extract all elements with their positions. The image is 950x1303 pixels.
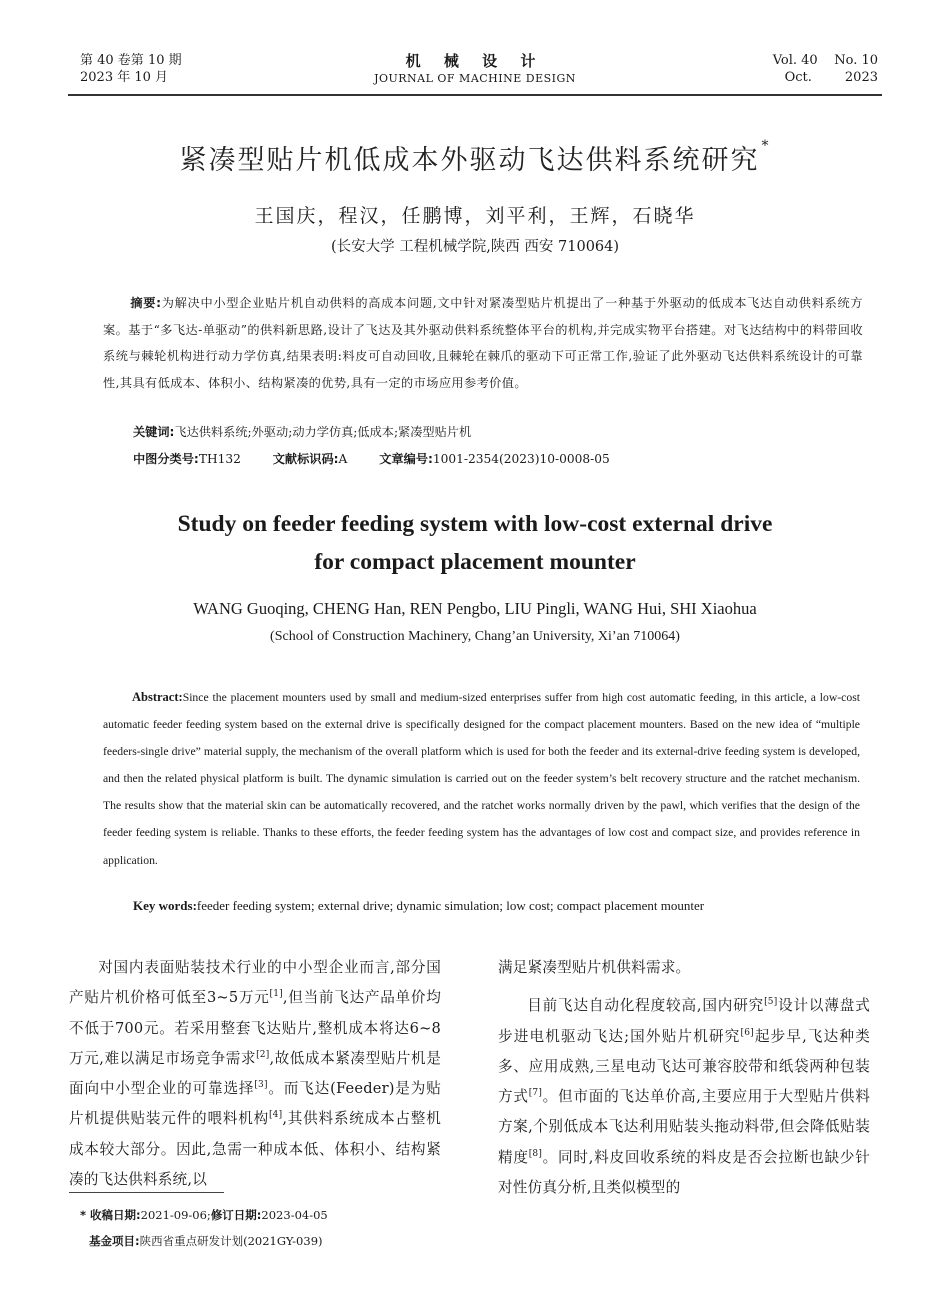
keywords-en-text: feeder feeding system; external drive; dynamic simulation; low cost; compact placement mounter	[196, 898, 705, 913]
keywords-cn	[133, 423, 471, 440]
classification-row	[133, 450, 638, 467]
doc-code-value: A	[338, 452, 348, 466]
body-text: 起步早,飞达种类多、应用成熟,三星电动飞达可兼容胶带和纸袋两种包装方式	[498, 1027, 870, 1106]
abstract-cn-text: 为解决中小型企业贴片机自动供料的高成本问题,文中针对紧凑型贴片机提出了一种基于外驱动的低成本飞达自动供料系统方案。基于“多飞达-单驱动”的供料新思路,设计了飞达及其外驱动供料系统整体平台的机构,并完成实物平台搭建。对飞达结构中的料带回收系统与棘轮机构进行动力学仿真,结果表明:料皮可自动回收,且棘轮在棘爪的驱动下可正常工作,验证了此外驱动飞达供料系统设计的可靠性,其具有低成本、体积小、结构紧凑的优势,具有一定的市场应用参考价值。	[103, 296, 864, 391]
article-no-value: 1001-2354(2023)10-0008-05	[432, 452, 610, 466]
authors-en: WANG Guoqing, CHENG Han, REN Pengbo, LIU Pingli, WANG Hui, SHI Xiaohua	[193, 599, 757, 618]
affiliation-en: (School of Construction Machinery, Chang’an University, Xi’an 710064)	[270, 629, 680, 644]
received-label: * 收稿日期:	[80, 1208, 141, 1222]
title-en-line2: for compact placement mounter	[314, 549, 636, 575]
volume-issue-cn: 第 40 卷第 10 期	[80, 53, 182, 68]
citation-4: [4]	[268, 1110, 283, 1121]
header-rule	[68, 94, 882, 96]
body-text: 。而飞达(Feeder)是为贴片机提供贴装元件的喂料机构	[69, 1080, 441, 1128]
journal-name-cn: 机 械 设 计	[405, 52, 545, 70]
header-right	[773, 52, 878, 86]
clc-label: 中图分类号:	[133, 452, 199, 466]
article-title-en	[0, 505, 950, 581]
clc-value: TH132	[198, 452, 241, 466]
keywords-en	[133, 898, 704, 914]
article-no-label: 文章编号:	[379, 452, 433, 466]
abstract-en-label: Abstract:	[132, 690, 183, 704]
keywords-en-label: Key words:	[133, 898, 197, 913]
body-column-right	[498, 953, 870, 1203]
revised-label: 修订日期:	[210, 1208, 262, 1222]
abstract-cn	[103, 290, 863, 397]
footnote-rule	[69, 1192, 224, 1193]
article-title-cn	[0, 138, 950, 177]
body-text: ,但当前飞达产品单价均不低于700元。若采用整套飞达贴片,整机成本将达6~8万元,难以满足市场竞争需求	[69, 989, 441, 1067]
body-text: ,故低成本紧凑型贴片机是面向中小型企业的可靠选择	[69, 1049, 441, 1098]
date-en: Oct. 2023	[784, 70, 878, 85]
fund-label: 基金项目:	[89, 1234, 140, 1248]
body-text: 。同时,料皮回收系统的料皮是否会拉断也缺少针对性仿真分析,且类似模型的	[498, 1148, 870, 1197]
body-text: 。但市面的飞达单价高,主要应用于大型贴片供料方案,个别低成本飞达利用贴装头拖动料带,但会降低贴装精度	[498, 1088, 870, 1166]
footnote-dates	[80, 1207, 328, 1223]
body-text: 设计以薄盘式步进电机驱动飞达;国外贴片机研究	[498, 997, 871, 1045]
received-date: 2021-09-06;	[140, 1208, 211, 1222]
affiliation-cn: (长安大学 工程机械学院,陕西 西安 710064)	[330, 239, 620, 255]
date-cn: 2023 年 10 月	[80, 70, 169, 85]
title-footnote-mark: *	[761, 138, 771, 154]
citation-7: [7]	[528, 1088, 543, 1099]
keywords-cn-text: 飞达供料系统;外驱动;动力学仿真;低成本;紧凑型贴片机	[174, 425, 472, 439]
body-text: 对国内表面贴装技术行业的中小型企业而言,部分国产贴片机价格可低至3~5万元	[69, 959, 441, 1007]
body-column-left	[69, 953, 441, 1195]
citation-5: [5]	[764, 997, 778, 1008]
doc-code-label: 文献标识码:	[272, 452, 339, 466]
volume-issue-en: Vol. 40 No. 10	[772, 53, 878, 68]
title-en-line1: Study on feeder feeding system with low-cost external drive	[177, 511, 773, 537]
citation-6: [6]	[740, 1027, 754, 1038]
body-paragraph	[69, 953, 441, 1195]
body-paragraph-continued: 满足紧凑型贴片机供料需求。	[498, 959, 691, 976]
citation-2: [2]	[256, 1050, 270, 1061]
abstract-cn-label: 摘要:	[130, 296, 162, 310]
body-paragraph	[498, 991, 870, 1203]
citation-1: [1]	[269, 989, 283, 1000]
abstract-en-text: Since the placement mounters used by small and medium-sized enterprises suffer from high cost automatic feeding, in this article, a low-cost automatic feeder feeding system based on the external drive is specifically designed for the compact placement mounters. Based on the new idea of “multiple feeders-single drive” material supply, the mechanism of the overall platform which is used for both the feeder and its external-drive feeding system is developed, and then the related physical platform is built. The dynamic simulation is carried out on the feeder system’s belt recovery structure and the ratchet mechanism. The results show that the material skin can be automatically recovered, and the ratchet works normally driven by the pawl, which verifies that the design of the feeder feeding system is reliable. Thanks to these efforts, the feeder feeding system has the advantages of low cost and compact size, and provides reference in application.	[103, 691, 860, 867]
body-text: ,其供料系统成本占整机成本较大部分。因此,急需一种成本低、体积小、结构紧凑的飞达供料系统,以	[69, 1110, 441, 1189]
abstract-en	[103, 684, 860, 874]
title-cn-text: 紧凑型贴片机低成本外驱动飞达供料系统研究	[179, 145, 760, 176]
keywords-cn-label: 关键词:	[133, 425, 175, 439]
footnote-funding	[89, 1233, 323, 1249]
citation-3: [3]	[254, 1080, 268, 1091]
fund-value: 陕西省重点研发计划(2021GY-039)	[139, 1234, 323, 1248]
revised-date: 2023-04-05	[261, 1208, 328, 1222]
body-text: 目前飞达自动化程度较高,国内研究	[527, 997, 765, 1015]
citation-8: [8]	[528, 1148, 543, 1159]
journal-name-en: JOURNAL OF MACHINE DESIGN	[374, 72, 576, 85]
authors-cn: 王国庆，程汉，任鹏博，刘平利，王辉，石晓华	[254, 205, 696, 227]
